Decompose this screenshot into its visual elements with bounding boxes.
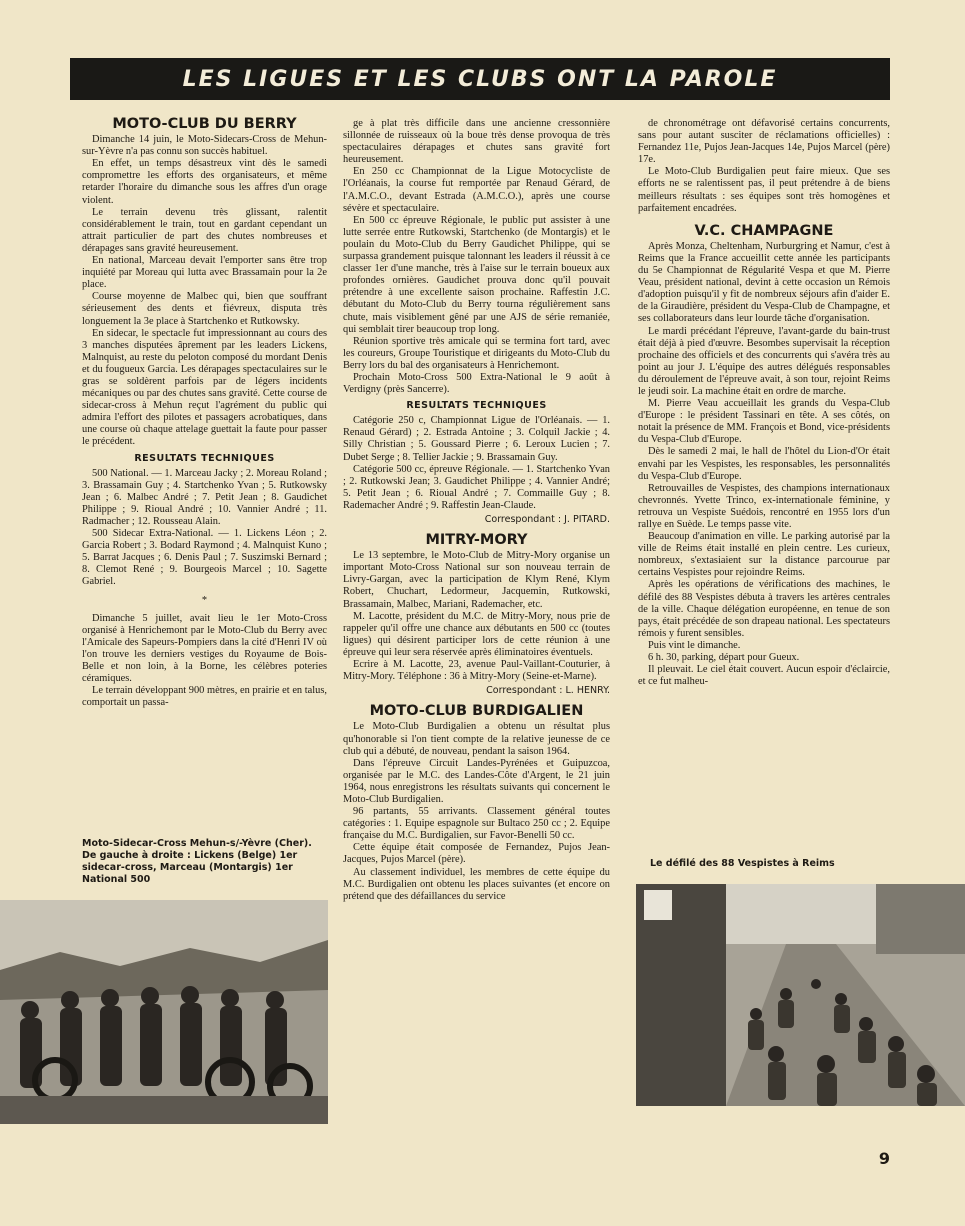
champagne-paragraph: M. Pierre Veau accueillait les grands du Vespa-Club d'Europe : le président Tassinari en tête. A ses côtés, on notait la présence de MM. François et Bond, vice-présidents du Vespa-Club d'Europe.	[638, 398, 890, 446]
section-banner	[70, 58, 890, 100]
champagne-paragraph: Dès le samedi 2 mai, le hall de l'hôtel du Lion-d'Or était envahi par les Vespistes, les responsables, les personnalités du Vespa-Club d'Europe.	[638, 446, 890, 482]
champagne-title: V.C. CHAMPAGNE	[694, 222, 834, 239]
correspondent-signature: Correspondant : L. HENRY.	[486, 685, 610, 697]
mitry-paragraph: M. Lacotte, président du M.C. de Mitry-Mory, nous prie de rappeler qu'il offre une chance aux débutants en 500 cc (toutes ligues) qui désirent participer lors de cette réunion à une épreuve qui leur sera réservée après éliminatoires éventuels.	[343, 610, 610, 658]
burdigalien-paragraph: Dans l'épreuve Circuit Landes-Pyrénées et Guipuzcoa, organisée par le M.C. des Landes-Côte d'Argent, le 21 juin 1964, nous enregistrons les résultats suivants qui concernent le Moto-Club Burdigalien.	[343, 757, 610, 805]
berry-paragraph: En sidecar, le spectacle fut impressionnant au cours des 3 manches disputées âprement par les leaders Lickens, Malnquist, au reste du peloton composé du mordant Denis et du fougueux Garcia. Les dérapages spectaculaires sur le gras se soldèrent parfois par de légers incidents mécaniques ou par des chutes sans gravité. Cette course de sidecar-cross à Mehun reçut l'agrément du public qui admira l'effort des pilotes et passagers acrobatiques, dans une course où chaque attelage guettait la faute pour passer le précédent.	[82, 327, 327, 448]
article-paragraph: En 500 cc épreuve Régionale, le public put assister à une lutte serrée entre Rutkowski, Startchenko (de Montargis) et le poulain du Moto-Club du Berry Gaudichet Philippe, qui se surpassa grandement puisque talonnant les leaders il réussit à ce classer 1er d'une manche, très à l'aise sur le terrain boueux aux profondes ornières. Gaudichet prouva donc qu'il pouvait prétendre à une excellente saison prochaine. Raffestin J.C. débutant du Moto-Club du Berry tourna régulièrement sans chute, mais visiblement gêné par une AJS de série remaniée, qui semblait tirer beaucoup trop long.	[343, 214, 610, 335]
burdigalien-paragraph: Cette équipe était composée de Fernandez, Pujos Jean-Jacques, Pujos Marcel (père).	[343, 842, 610, 866]
article-paragraph: Le Moto-Club Burdigalien peut faire mieux. Que ses efforts ne se ralentissent pas, il peut prétendre à de biens meilleurs résultats : ses équipes sont très homogènes et parfaitement encadrées.	[638, 166, 890, 214]
champagne-paragraph: Il pleuvait. Le ciel était couvert. Aucun espoir d'éclaircie, et ce fut malheu-	[638, 664, 890, 688]
burdigalien-paragraph: Le Moto-Club Burdigalien a obtenu un résultat plus qu'honorable si l'on tient compte de la relative jeunesse de ce club qui a débuté, de nouveau, pendant la saison 1964.	[343, 721, 610, 757]
berry-result: 500 National. — 1. Marceau Jacky ; 2. Moreau Roland ; 3. Brassamain Guy ; 4. Startchenko Yvan ; 5. Rutkowsky Jean ; 6. Malbec André ; 7. Petit Jean ; 8. Gaudichet Philippe ; 9. Rioual André ; 10. Vannier André ; 11. Radmacher ; 12. Rousseau Alain.	[82, 467, 327, 527]
results-title: RESULTATS TECHNIQUES	[406, 400, 547, 412]
correspondent-signature: Correspondant : J. PITARD.	[484, 514, 610, 525]
berry-photo-caption: Moto-Sidecar-Cross Mehun-s/-Yèvre (Cher). De gauche à droite : Lickens (Belge) 1er sidecar-cross, Marceau (Montargis) 1er National 500	[82, 838, 312, 885]
vespa-photo-caption: Le défilé des 88 Vespistes à Reims	[650, 858, 835, 869]
column-3	[638, 118, 890, 688]
article-paragraph: Prochain Moto-Cross 500 Extra-National le 9 août à Verdigny (près Sancerre).	[343, 371, 610, 396]
burdigalien-title: MOTO-CLUB BURDIGALIEN	[369, 703, 584, 720]
berry-title: MOTO-CLUB DU BERRY	[112, 116, 297, 132]
berry-paragraph: En national, Marceau devait l'emporter sans être trop inquiété par Moreau qui lutta avec Brassamain pour la 2e place.	[82, 255, 327, 291]
champagne-paragraph: Retrouvailles de Vespistes, des champions internationaux chevronnés. Yvette Trinco, ex-internationale féminine, y retrouva un Vespiste Suédois, rencontré en 1955 lors d'un rallye en Suède. Le temps passe vite.	[638, 482, 890, 530]
champagne-paragraph: Le mardi précédant l'épreuve, l'avant-garde du bain-trust était déjà à pied d'œuvre. Besombes supervisait la réception prochaine des officiels et des concurrents qui s'avéra très au point au jour J. L'équipe des autres délégués responsables du déroulement de l'épreuve avait, à son tour, rejoint Reims le jeudi soir. La machine était en ordre de marche.	[638, 325, 890, 397]
section-separator: *	[201, 594, 208, 606]
berry-paragraph: Dimanche 5 juillet, avait lieu le 1er Moto-Cross organisé à Henrichemont par le Moto-Club du Berry avec l'Amicale des Sapeurs-Pompiers dans la cité d'Henri IV où l'on trouve les derniers vestiges du Royaume de Bois-Belle et non loin, à la Borne, les célèbres poteries céramiques.	[82, 612, 327, 685]
result-entry: Catégorie 500 cc, épreuve Régionale. — 1. Startchenko Yvan ; 2. Rutkowski Jean; 3. Gaudichet Philippe ; 4. Vannier André; 5. Petit Jean ; 6. Rioual André ; 7. Commaille Guy ; 8. Rademacher André ; 9. Raffestin Jean-Claude.	[343, 463, 610, 511]
mitry-title: MITRY-MORY	[425, 532, 528, 549]
vespa-parade-photo	[636, 884, 965, 1106]
article-paragraph: ge à plat très difficile dans une ancienne cressonnière sillonnée de ruisseaux où la boue très dense provoqua de très spectaculaires dérapages et chutes sans gravité fort heureusement.	[343, 118, 610, 166]
champagne-paragraph: Après les opérations de vérifications des machines, le défilé des 88 Vespistes débuta à travers les artères centrales de la ville. Chaque délégation européenne, en tenue de son pays, était précédée de son drapeau national. Les spectateurs rémois y furent sensibles.	[638, 579, 890, 639]
champagne-paragraph: Puis vint le dimanche.	[648, 639, 741, 651]
burdigalien-paragraph: 96 partants, 55 arrivants. Classement général toutes catégories : 1. Equipe espagnole sur Bultaco 250 cc ; 2. Equipe française du M.C. Burdigalien, sur Favor-Benelli 50 cc.	[343, 806, 610, 842]
champagne-paragraph: 6 h. 30, parking, départ pour Gueux.	[648, 652, 800, 664]
berry-paragraph: Le terrain devenu très glissant, ralentit considérablement le train, tout en gardant cependant un attrait particulier de part des chutes nombreuses et dérapages sans gravité heureusement.	[82, 206, 327, 254]
article-paragraph: Réunion sportive très amicale qui se termina fort tard, avec les coureurs, Groupe Touristique et dirigeants du Moto-Club du Berry lors du bal des organisateurs à Henrichemont.	[343, 335, 610, 371]
article-paragraph: de chronométrage ont défavorisé certains concurrents, sans pour autant susciter de réclamations officielles) : Fernandez 11e, Pujos Jean-Jacques 14e, Pujos Marcel (père) 17e.	[638, 118, 890, 166]
berry-paragraph: En effet, un temps désastreux vint dès le samedi compromettre les efforts des organisateurs, et même retarder l'horaire du dimanche sous les affres d'un orage violent.	[82, 158, 327, 206]
article-paragraph: En 250 cc Championnat de la Ligue Motocycliste de l'Orléanais, la course fut remportée par Renaud Gérard, de l'A.M.C.O., devant Estrada (A.M.C.O.), après une course sévère et spectaculaire.	[343, 166, 610, 214]
berry-results-title: RESULTATS TECHNIQUES	[134, 452, 275, 464]
berry-paragraph: Dimanche 14 juin, le Moto-Sidecars-Cross de Mehun-sur-Yèvre n'a pas connu son succès habituel.	[82, 134, 327, 158]
champagne-paragraph: Beaucoup d'animation en ville. Le parking autorisé par la ville de Reims était installé en plein centre. Les curieux, nombreux, s'extasiaient sur la distance parcourue par certains Vespistes pour rejoindre Reims.	[638, 531, 890, 579]
champagne-paragraph: Après Monza, Cheltenham, Nurburgring et Namur, c'est à Reims que la France accueillit cette année les participants du 5e Championnat de Régularité Vespa et que M. Pierre Veau, président national, devint à cette occasion un Rémois d'adoption puisqu'il y fit de nombreux séjours afin d'aider E. de la Giraudière, président du Vespa-Club de Champagne, et ses collaborateurs dans leur lourde tâche d'organisation.	[638, 240, 890, 325]
column-2	[343, 118, 610, 903]
banner-title: LES LIGUES ET LES CLUBS ONT LA PAROLE	[182, 66, 778, 92]
burdigalien-paragraph: Au classement individuel, les membres de cette équipe du M.C. Burdigalien ont obtenu les places suivantes (et encore on prétend que des défaillances du service	[343, 866, 610, 902]
mitry-paragraph: Ecrire à M. Lacotte, 23, avenue Paul-Vaillant-Couturier, à Mitry-Mory. Téléphone : 36 à Mitry-Mory (Seine-et-Marne).	[343, 659, 610, 683]
berry-result: 500 Sidecar Extra-National. — 1. Lickens Léon ; 2. Garcia Robert ; 3. Bodard Raymond ; 4. Malnquist Kuno ; 5. Barrat Jacques ; 6. Denis Paul ; 7. Suszimski Bernard ; 8. Clemot René ; 9. Bourgeois Marcel ; 10. Sagette Gabriel.	[82, 528, 327, 588]
berry-paragraph: Le terrain développant 900 mètres, en prairie et en talus, comportait un passa-	[82, 685, 327, 709]
page-number: 9	[878, 1149, 890, 1168]
result-entry: Catégorie 250 c, Championnat Ligue de l'Orléanais. — 1. Renaud Gérard) ; 2. Estrada Antoine ; 3. Colquil Jackie ; 4. Silly Christian ; 5. Goussard Pierre ; 6. Leroux Lucien ; 7. Dubet Serge ; 8. Tellier Jackie ; 9. Brassamain Guy.	[343, 415, 610, 463]
berry-paragraph: Course moyenne de Malbec qui, bien que souffrant sérieusement des dents et fiévreux, disputa très longuement la 3e place à Startchenko et Rutkowsky.	[82, 291, 327, 327]
motocross-riders-photo	[0, 900, 328, 1124]
mitry-paragraph: Le 13 septembre, le Moto-Club de Mitry-Mory organise un important Moto-Cross National sur son nouveau terrain de Livry-Gargan, avec la participation de Klym René, Klym Robert, Chuchart, Ledormeur, Jacquemin, Rutkowski, Brassamain, Malbec, Mariani, Rademacher, etc.	[343, 550, 610, 610]
column-1	[82, 118, 327, 709]
